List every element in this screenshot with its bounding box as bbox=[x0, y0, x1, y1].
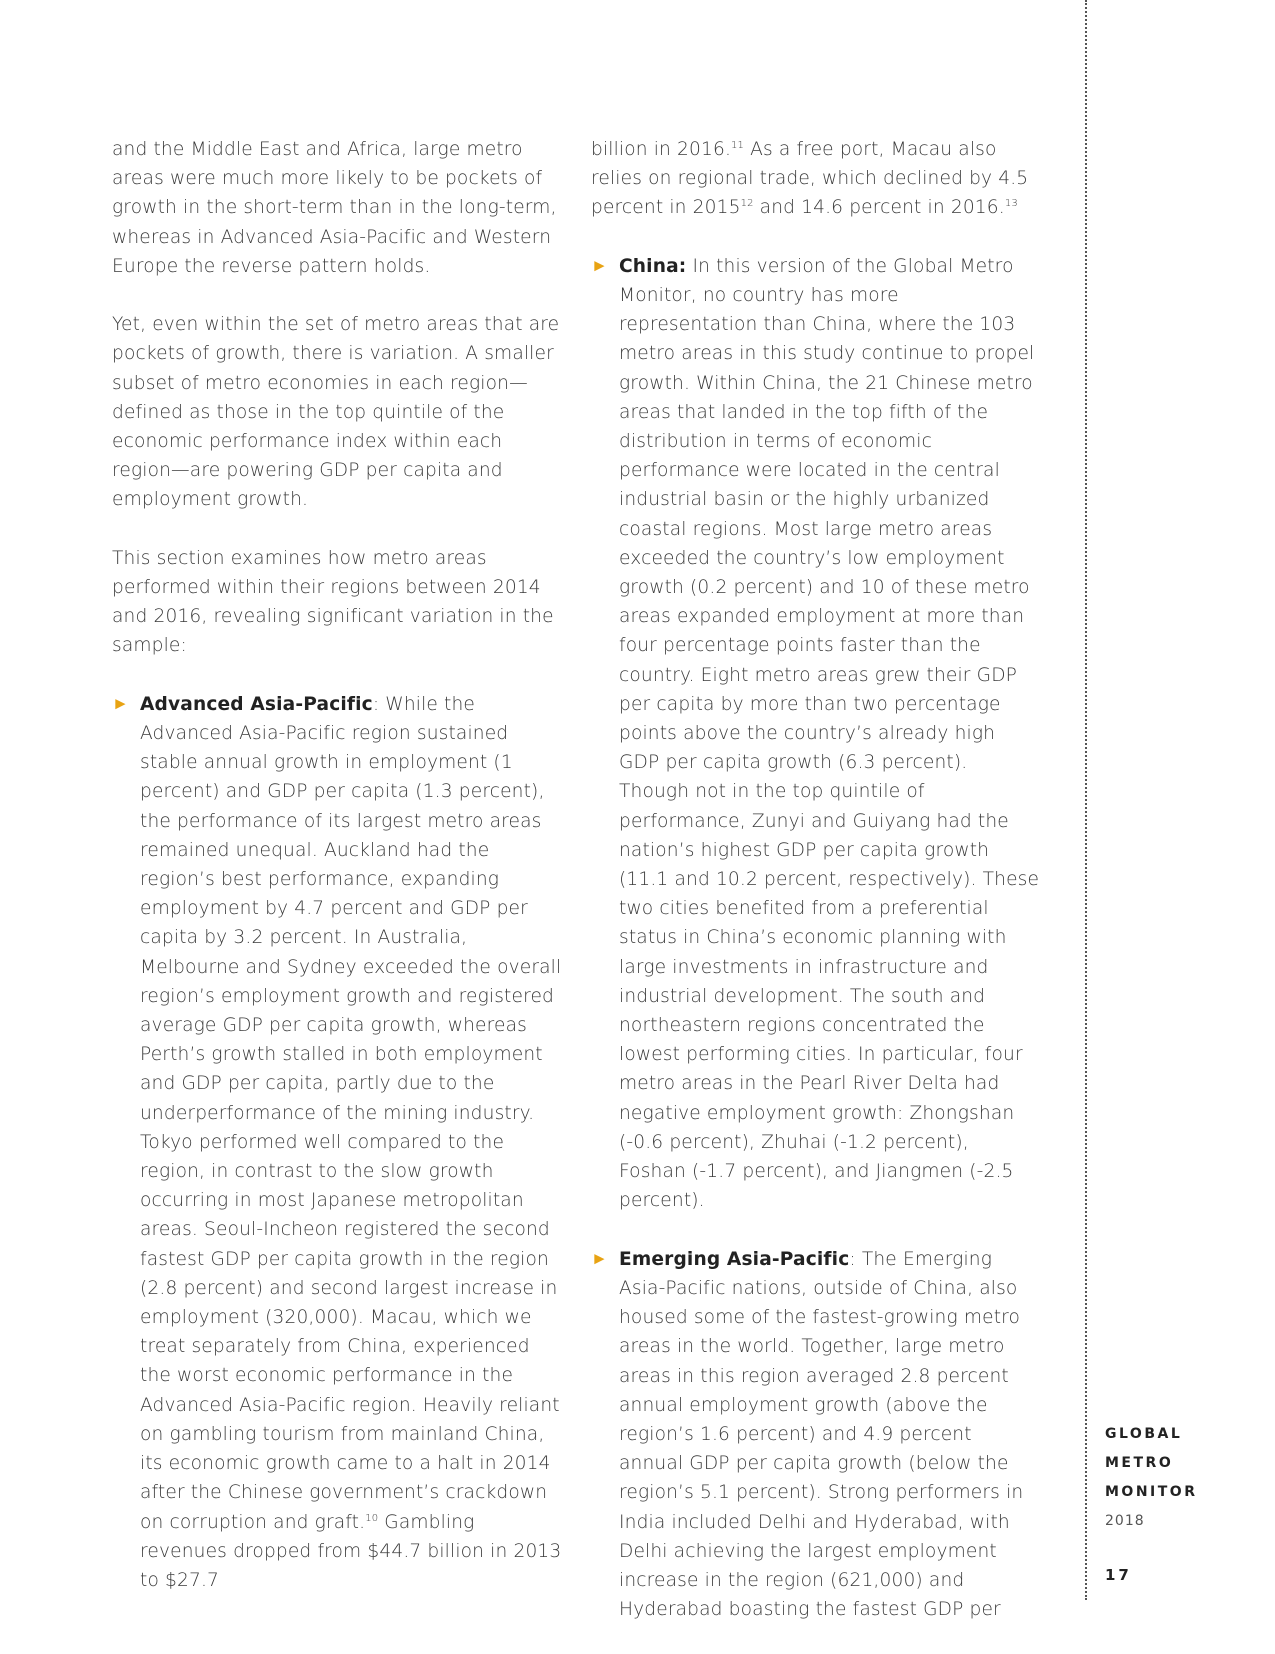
text-run: and 14.6 percent in 2016. bbox=[753, 197, 1005, 219]
footnote-ref: 11 bbox=[731, 139, 745, 151]
left-column bbox=[112, 135, 562, 1624]
bullet-china bbox=[591, 252, 1041, 1216]
sidebar-line: GLOBAL bbox=[1105, 1426, 1183, 1442]
right-column bbox=[591, 135, 1041, 1654]
dotted-divider bbox=[1085, 0, 1087, 1600]
publication-sidebar bbox=[1105, 1420, 1198, 1536]
bullet-arrow-icon: ► bbox=[591, 1248, 608, 1269]
footnote-ref: 10 bbox=[365, 1512, 379, 1524]
paragraph: and the Middle East and Africa, large metro areas were much more likely to be pockets of growth in the short-term than in the long-term, whereas in Advanced Asia-Pacific and Western Europe the reverse pattern holds. bbox=[112, 139, 557, 277]
footnote-ref: 12 bbox=[740, 198, 754, 210]
text-run: As a free port, Macau also relies on regional trade, which declined by 4.5 percent in 2015 bbox=[591, 139, 1029, 219]
paragraph bbox=[591, 135, 1041, 223]
paragraph: Yet, even within the set of metro areas that are pockets of growth, there is variation. A smaller subset of metro economies in each region—defined as those in the top quintile of the economic performance index within each region—are powering GDP per capita and employment growth. bbox=[112, 314, 560, 511]
footnote-ref: 13 bbox=[1004, 198, 1018, 210]
bullet-heading: Advanced Asia-Pacific bbox=[140, 693, 373, 715]
bullet-text: In this version of the Global Metro Monitor, no country has more representation than China, where the 103 metro areas in this study continue to propel growth. Within China, the 21 Chinese metro areas that landed in the top fifth of the distribution in terms of economic performance were located in the central industrial basin or the highly urbanized coastal regions. Most large metro areas exceeded the country’s low employment growth (0.2 percent) and 10 of these metro areas expanded employment at more than four percentage points faster than the country. Eight metro areas grew their GDP per capita by more than two percentage points above the country’s already high GDP per capita growth (6.3 percent). Though not in the top quintile of performance, Zunyi and Guiyang had the nation’s highest GDP per capita growth (11.1 and 10.2 percent, respectively). These two cities benefited from a preferential status in China’s economic planning with large investments in infrastructure and industrial development. The south and northeastern regions concentrated the lowest performing cities. In particular, four metro areas in the Pearl River Delta had negative employment growth: Zhongshan (-0.6 percent), Zhuhai (-1.2 percent), Foshan (-1.7 percent), and Jiangmen (-2.5 percent). bbox=[619, 255, 1040, 1212]
page-number: 17 bbox=[1105, 1566, 1132, 1584]
sidebar-line: MONITOR bbox=[1105, 1484, 1198, 1500]
bullet-advanced-asia-pacific bbox=[112, 690, 562, 1595]
sidebar-year: 2018 bbox=[1105, 1513, 1145, 1529]
bullet-arrow-icon: ► bbox=[591, 255, 608, 276]
bullet-heading: China: bbox=[619, 255, 687, 277]
bullet-emerging-asia-pacific bbox=[591, 1245, 1041, 1625]
bullet-text: Gambling revenues dropped from $44.7 billion in 2013 to $27.7 bbox=[140, 1511, 562, 1591]
bullet-heading: Emerging Asia-Pacific bbox=[619, 1248, 850, 1270]
paragraph: This section examines how metro areas performed within their regions between 2014 and 2016, revealing significant variation in the sample: bbox=[112, 547, 554, 657]
text-run: billion in 2016. bbox=[591, 139, 732, 160]
bullet-arrow-icon: ► bbox=[112, 693, 129, 714]
sidebar-line: METRO bbox=[1105, 1455, 1174, 1471]
bullet-text: : The Emerging Asia-Pacific nations, outside of China, also housed some of the fastest-growing metro areas in the world. Together, large metro areas in this region averaged 2.8 percent annual employment growth (above the region’s 1.6 percent) and 4.9 percent annual GDP per capita growth (below the region’s 5.1 percent). Strong performers in India included Delhi and Hyderabad, with Delhi achieving the largest employment increase in the region (621,000) and Hyderabad boasting the fastest GDP per bbox=[619, 1248, 1024, 1621]
bullet-text: : While the Advanced Asia-Pacific region sustained stable annual growth in employment (1 percent) and GDP per capita (1.3 percent), the performance of its largest metro areas remained unequal. Auckland had the region’s best performance, expanding employment by 4.7 percent and GDP per capita by 3.2 percent. In Australia, Melbourne and Sydney exceeded the overall region’s employment growth and registered average GDP per capita growth, whereas Perth’s growth stalled in both employment and GDP per capita, partly due to the underperformance of the mining industry. Tokyo performed well compared to the region, in contrast to the slow growth occurring in most Japanese metropolitan areas. Seoul-Incheon registered the second fastest GDP per capita growth in the region (2.8 percent) and second largest increase in employment (320,000). Macau, which we treat separately from China, experienced the worst economic performance in the Advanced Asia-Pacific region. Heavily reliant on gambling tourism from mainland China, its economic growth came to a halt in 2014 after the Chinese government’s crackdown on corruption and graft. bbox=[140, 693, 562, 1533]
